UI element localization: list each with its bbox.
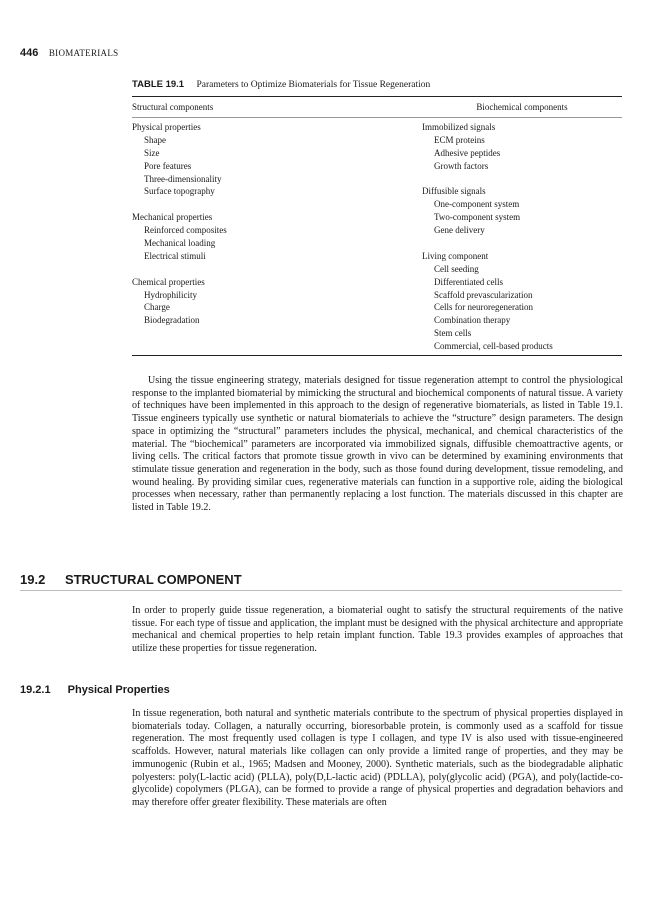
table-cell (422, 237, 622, 250)
table-header-structural: Structural components (132, 102, 214, 112)
table-cell: One-component system (434, 199, 520, 210)
parameters-table (132, 96, 622, 356)
section-paragraph: In order to properly guide tissue regeneration, a biomaterial ought to satisfy the structural requirements of the native tissue. For each type of tissue and application, the implant must be designed with the physical architecture and appropriate mechanical and chemical properties to help retain implant function. Table 19.3 provides examples of approaches that utilize these properties for tissue regeneration. (132, 605, 623, 655)
table-header-row (132, 97, 622, 114)
subsection-number: 19.2.1 (20, 684, 51, 696)
table-cell: Charge (144, 302, 170, 313)
table-cell: Adhesive peptides (434, 147, 501, 158)
table-cell: Hydrophilicity (144, 289, 197, 300)
section-rule (20, 590, 622, 591)
table-bottom-rule (132, 355, 622, 356)
table-cell: Shape (144, 134, 166, 145)
section-title: STRUCTURAL COMPONENT (64, 572, 242, 587)
table-column-structural (132, 121, 422, 353)
section-heading (20, 572, 242, 587)
table-cell (132, 263, 422, 276)
table-column-biochemical (422, 121, 622, 353)
table-cell: Cells for neuroregeneration (434, 302, 533, 313)
table-cell: Cell seeding (434, 263, 479, 274)
table-cell: Differentiated cells (434, 276, 504, 287)
table-cell: Immobilized signals (422, 122, 496, 132)
table-cell: Electrical stimuli (144, 250, 206, 261)
table-caption-text: Parameters to Optimize Biomaterials for Tissue Regeneration (196, 80, 431, 90)
table-cell: Commercial, cell-based products (434, 341, 553, 352)
table-cell (132, 198, 422, 211)
table-cell: Mechanical loading (144, 238, 216, 249)
table-cell: Chemical properties (132, 276, 205, 287)
table-cell: Biodegradation (144, 315, 200, 326)
section-number: 19.2 (20, 572, 46, 587)
table-caption (132, 79, 430, 90)
table-cell: Growth factors (434, 160, 489, 171)
page-number: 446 (20, 47, 39, 59)
subsection-heading (20, 684, 170, 696)
table-cell: Mechanical properties (132, 212, 213, 223)
table-cell: Surface topography (144, 186, 215, 197)
table-cell: Two-component system (434, 212, 521, 223)
table-cell: Living component (422, 250, 489, 261)
table-cell: Scaffold prevascularization (434, 289, 533, 300)
table-cell: Physical properties (132, 122, 201, 132)
table-cell: Pore features (144, 160, 192, 171)
table-cell: Combination therapy (434, 315, 511, 326)
intro-paragraph: Using the tissue engineering strategy, materials designed for tissue regeneration attempt to control the physiological response to the implanted biomaterial by mimicking the structural and biochemical components of natural tissue. A variety of techniques have been implemented in this approach to the design of regenerative biomaterials, as listed in Table 19.1. Tissue engineers typically use synthetic or natural biomaterials to achieve the “structure” design parameters. The design space in optimizing the “structural” parameters includes the physical, mechanical, and chemical characteristics of the material. The “biochemical” parameters are incorporated via immobilized signals, diffusible chemoattractive agents, or living cells. The critical factors that promote tissue growth in vivo can be determined by examining environments that stimulate tissue generation and regeneration in the body, such as those found during development, tissue remodeling, and wound healing. By providing similar cues, regenerative materials can function in a supportive role, aiding the biological processes when necessary, rather than permanently replacing a lost function. The materials discussed in this chapter are listed in Table 19.2. (132, 375, 623, 514)
subsection-paragraph: In tissue regeneration, both natural and synthetic materials contribute to the spectrum of physical properties displayed in biomaterials today. Collagen, a naturally occurring, bioresorbable protein, is commonly used as a scaffold for tissue regeneration. The most frequently used collagen is type I collagen, and type IV is also used with tissue-engineered scaffolds. However, natural materials like collagen can only provide a limited range of properties, and they may be immunogenic (Rubin et al., 1965; Madsen and Mooney, 2000). Synthetic materials, such as the biodegradable aliphatic polyesters: poly(L-lactic acid) (PLLA), poly(D,L-lactic acid) (PDLLA), poly(glycolic acid) (PGA), and poly(lactide-co-glycolide) copolymers (PLGA), can be formed to provide a range of physical properties and degradation behaviors and may therefore offer greater flexibility. These materials are often (132, 708, 623, 808)
table-cell: Size (144, 147, 160, 158)
table-label: TABLE 19.1 (132, 79, 185, 90)
table-cell: Reinforced composites (144, 225, 227, 236)
subsection-title: Physical Properties (67, 684, 170, 696)
table-body (132, 118, 622, 353)
table-cell: Diffusible signals (422, 186, 486, 197)
table-cell: Stem cells (434, 328, 472, 339)
table-cell (422, 173, 622, 186)
table-cell: Three-dimensionality (144, 173, 222, 184)
running-head (20, 47, 118, 59)
table-cell: ECM proteins (434, 134, 485, 145)
running-head-title: BIOMATERIALS (48, 48, 119, 58)
table-cell: Gene delivery (434, 225, 485, 236)
table-header-biochemical: Biochemical components (476, 102, 568, 112)
